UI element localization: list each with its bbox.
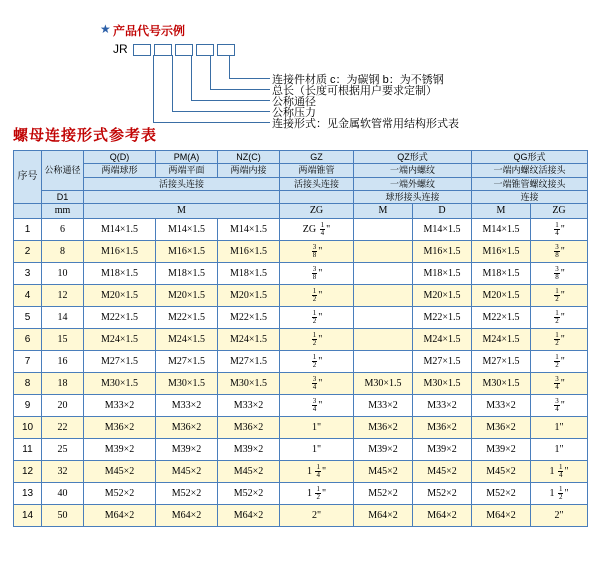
cell-idx: 7 bbox=[14, 350, 42, 372]
cell-nz: M45×2 bbox=[218, 460, 280, 482]
cell-q: M18×1.5 bbox=[84, 262, 156, 284]
cell-qg-zg: $\frac{3}{8}$ " bbox=[531, 262, 588, 284]
header-unit-m: M bbox=[84, 204, 280, 219]
cell-gz: $\frac{3}{4}$ " bbox=[280, 372, 354, 394]
header-blank-gz bbox=[280, 191, 354, 204]
cell-qz-d: M30×1.5 bbox=[413, 372, 472, 394]
cell-q: M64×2 bbox=[84, 504, 156, 526]
cell-qg-zg: $\frac{3}{8}$ " bbox=[531, 240, 588, 262]
cell-dn: 16 bbox=[42, 350, 84, 372]
cell-q: M14×1.5 bbox=[84, 218, 156, 240]
cell-qg-m: M20×1.5 bbox=[472, 284, 531, 306]
cell-idx: 1 bbox=[14, 218, 42, 240]
table-row bbox=[14, 460, 588, 482]
header-row-codes bbox=[14, 151, 588, 164]
header-row-units bbox=[14, 204, 588, 219]
cell-pm: M33×2 bbox=[156, 394, 218, 416]
cell-qz-m bbox=[354, 218, 413, 240]
table-row bbox=[14, 328, 588, 350]
cell-gz: $\frac{1}{2}$ " bbox=[280, 284, 354, 306]
cell-qg-zg: 1 $\frac{1}{4}$ " bbox=[531, 460, 588, 482]
cell-q: M30×1.5 bbox=[84, 372, 156, 394]
cell-nz: M36×2 bbox=[218, 416, 280, 438]
table-row bbox=[14, 438, 588, 460]
header-row-connection bbox=[14, 177, 588, 190]
cell-pm: M14×1.5 bbox=[156, 218, 218, 240]
table-row bbox=[14, 394, 588, 416]
table-row bbox=[14, 306, 588, 328]
cell-qz-d: M27×1.5 bbox=[413, 350, 472, 372]
cell-qg-m: M45×2 bbox=[472, 460, 531, 482]
header-qz-ball: 球形接头连接 bbox=[354, 191, 472, 204]
cell-qz-d: M20×1.5 bbox=[413, 284, 472, 306]
cell-dn: 22 bbox=[42, 416, 84, 438]
header-index: 序号 bbox=[14, 151, 42, 204]
header-group-qg: QG形式 bbox=[472, 151, 588, 164]
cell-dn: 10 bbox=[42, 262, 84, 284]
cell-qg-zg: $\frac{3}{4}$ " bbox=[531, 394, 588, 416]
cell-qg-m: M27×1.5 bbox=[472, 350, 531, 372]
cell-gz: $\frac{3}{8}$ " bbox=[280, 240, 354, 262]
cell-qg-m: M33×2 bbox=[472, 394, 531, 416]
cell-qz-m bbox=[354, 284, 413, 306]
cell-gz: $\frac{3}{4}$ " bbox=[280, 394, 354, 416]
cell-pm: M45×2 bbox=[156, 460, 218, 482]
cell-idx: 10 bbox=[14, 416, 42, 438]
cell-dn: 8 bbox=[42, 240, 84, 262]
cell-q: M27×1.5 bbox=[84, 350, 156, 372]
cell-nz: M52×2 bbox=[218, 482, 280, 504]
cell-pm: M16×1.5 bbox=[156, 240, 218, 262]
header-conn-qg: 一端锥管螺纹接头 bbox=[472, 177, 588, 190]
page-title: 螺母连接形式参考表 bbox=[13, 127, 158, 144]
header-group-nz: NZ(C) bbox=[218, 151, 280, 164]
table-header bbox=[14, 151, 588, 219]
cell-idx: 9 bbox=[14, 394, 42, 416]
cell-gz: 1 $\frac{1}{4}$ " bbox=[280, 460, 354, 482]
cell-dn: 20 bbox=[42, 394, 84, 416]
cell-q: M22×1.5 bbox=[84, 306, 156, 328]
cell-idx: 12 bbox=[14, 460, 42, 482]
cell-qg-m: M14×1.5 bbox=[472, 218, 531, 240]
cell-qg-zg: $\frac{1}{4}$ " bbox=[531, 218, 588, 240]
cell-qg-zg: $\frac{1}{2}$ " bbox=[531, 306, 588, 328]
cell-qg-zg: 1 $\frac{1}{2}$ " bbox=[531, 482, 588, 504]
header-dn: 公称通径 bbox=[42, 151, 84, 191]
cell-dn: 6 bbox=[42, 218, 84, 240]
header-group-gz: GZ bbox=[280, 151, 354, 164]
leader-line bbox=[153, 55, 270, 123]
header-conn-gz: 活接头连接 bbox=[280, 177, 354, 190]
cell-idx: 14 bbox=[14, 504, 42, 526]
cell-idx: 4 bbox=[14, 284, 42, 306]
cell-q: M45×2 bbox=[84, 460, 156, 482]
cell-q: M39×2 bbox=[84, 438, 156, 460]
cell-qz-m: M39×2 bbox=[354, 438, 413, 460]
cell-qg-zg: $\frac{1}{2}$ " bbox=[531, 350, 588, 372]
cell-dn: 32 bbox=[42, 460, 84, 482]
cell-qz-m: M30×1.5 bbox=[354, 372, 413, 394]
cell-qz-m bbox=[354, 240, 413, 262]
table-row bbox=[14, 240, 588, 262]
table-row bbox=[14, 416, 588, 438]
cell-nz: M18×1.5 bbox=[218, 262, 280, 284]
header-unit-qg-m: M bbox=[472, 204, 531, 219]
cell-qz-d: M33×2 bbox=[413, 394, 472, 416]
cell-qg-zg: 2" bbox=[531, 504, 588, 526]
header-group-q: Q(D) bbox=[84, 151, 156, 164]
legend-title: 产品代号示例 bbox=[113, 24, 186, 38]
cell-gz: 1" bbox=[280, 438, 354, 460]
code-box bbox=[133, 44, 151, 56]
cell-qz-d: M45×2 bbox=[413, 460, 472, 482]
cell-pm: M27×1.5 bbox=[156, 350, 218, 372]
cell-nz: M27×1.5 bbox=[218, 350, 280, 372]
cell-pm: M22×1.5 bbox=[156, 306, 218, 328]
header-qg-conn: 连接 bbox=[472, 191, 588, 204]
header-unit-qz-d: D bbox=[413, 204, 472, 219]
cell-qz-m bbox=[354, 328, 413, 350]
cell-pm: M24×1.5 bbox=[156, 328, 218, 350]
cell-qz-m bbox=[354, 350, 413, 372]
cell-nz: M20×1.5 bbox=[218, 284, 280, 306]
legend-item-material: 连接件材质 c：为碳钢 b：为不锈钢 bbox=[272, 74, 444, 86]
cell-idx: 13 bbox=[14, 482, 42, 504]
cell-nz: M64×2 bbox=[218, 504, 280, 526]
nut-connection-table bbox=[13, 150, 588, 527]
header-unit-mm: mm bbox=[42, 204, 84, 219]
cell-nz: M24×1.5 bbox=[218, 328, 280, 350]
table-row bbox=[14, 218, 588, 240]
cell-pm: M39×2 bbox=[156, 438, 218, 460]
cell-qz-d: M18×1.5 bbox=[413, 262, 472, 284]
header-unit-zg: ZG bbox=[280, 204, 354, 219]
cell-idx: 8 bbox=[14, 372, 42, 394]
cell-qz-m: M45×2 bbox=[354, 460, 413, 482]
cell-qg-m: M36×2 bbox=[472, 416, 531, 438]
header-row-desc bbox=[14, 164, 588, 177]
cell-q: M20×1.5 bbox=[84, 284, 156, 306]
cell-qg-zg: 1" bbox=[531, 416, 588, 438]
cell-dn: 50 bbox=[42, 504, 84, 526]
header-unit-qg-zg: ZG bbox=[531, 204, 588, 219]
cell-idx: 2 bbox=[14, 240, 42, 262]
cell-qz-d: M39×2 bbox=[413, 438, 472, 460]
star-icon: ★ bbox=[100, 22, 111, 36]
header-conn-left: 活接头连接 bbox=[84, 177, 280, 190]
table-body bbox=[14, 218, 588, 526]
cell-q: M52×2 bbox=[84, 482, 156, 504]
cell-q: M33×2 bbox=[84, 394, 156, 416]
cell-pm: M36×2 bbox=[156, 416, 218, 438]
cell-dn: 15 bbox=[42, 328, 84, 350]
cell-nz: M22×1.5 bbox=[218, 306, 280, 328]
cell-idx: 11 bbox=[14, 438, 42, 460]
cell-idx: 5 bbox=[14, 306, 42, 328]
table-row bbox=[14, 372, 588, 394]
cell-qg-m: M30×1.5 bbox=[472, 372, 531, 394]
table-row bbox=[14, 284, 588, 306]
header-desc-q: 两端球形 bbox=[84, 164, 156, 177]
cell-pm: M18×1.5 bbox=[156, 262, 218, 284]
cell-qg-zg: $\frac{1}{2}$ " bbox=[531, 328, 588, 350]
cell-dn: 25 bbox=[42, 438, 84, 460]
cell-q: M36×2 bbox=[84, 416, 156, 438]
table-row bbox=[14, 262, 588, 284]
header-d1: D1 bbox=[42, 191, 84, 204]
legend-item-dn: 公称通径 bbox=[272, 96, 316, 108]
cell-qz-m: M36×2 bbox=[354, 416, 413, 438]
cell-qg-m: M64×2 bbox=[472, 504, 531, 526]
legend-item-pn: 公称压力 bbox=[272, 107, 316, 119]
legend-jr-label: JR bbox=[113, 42, 128, 56]
cell-qz-d: M14×1.5 bbox=[413, 218, 472, 240]
cell-dn: 40 bbox=[42, 482, 84, 504]
cell-qg-m: M22×1.5 bbox=[472, 306, 531, 328]
cell-qz-d: M64×2 bbox=[413, 504, 472, 526]
cell-q: M16×1.5 bbox=[84, 240, 156, 262]
header-row-d1 bbox=[14, 191, 588, 204]
header-unit-index bbox=[14, 204, 42, 219]
header-unit-qz-m: M bbox=[354, 204, 413, 219]
cell-qz-m: M33×2 bbox=[354, 394, 413, 416]
cell-gz: ZG $\frac{1}{4}$ " bbox=[280, 218, 354, 240]
cell-qg-zg: 1" bbox=[531, 438, 588, 460]
cell-gz: 1" bbox=[280, 416, 354, 438]
header-desc-pm: 两端平面 bbox=[156, 164, 218, 177]
cell-qz-d: M22×1.5 bbox=[413, 306, 472, 328]
cell-nz: M39×2 bbox=[218, 438, 280, 460]
cell-pm: M30×1.5 bbox=[156, 372, 218, 394]
cell-qz-d: M36×2 bbox=[413, 416, 472, 438]
header-group-pm: PM(A) bbox=[156, 151, 218, 164]
cell-dn: 12 bbox=[42, 284, 84, 306]
cell-gz: $\frac{3}{8}$ " bbox=[280, 262, 354, 284]
header-group-qz: QZ形式 bbox=[354, 151, 472, 164]
cell-nz: M33×2 bbox=[218, 394, 280, 416]
cell-q: M24×1.5 bbox=[84, 328, 156, 350]
cell-qz-m: M52×2 bbox=[354, 482, 413, 504]
cell-qg-m: M52×2 bbox=[472, 482, 531, 504]
product-code-legend bbox=[0, 0, 600, 130]
cell-qz-m bbox=[354, 262, 413, 284]
cell-gz: $\frac{1}{2}$ " bbox=[280, 350, 354, 372]
cell-pm: M52×2 bbox=[156, 482, 218, 504]
cell-qz-m bbox=[354, 306, 413, 328]
table-row bbox=[14, 482, 588, 504]
header-desc-qg: 一端内螺纹活接头 bbox=[472, 164, 588, 177]
table-row bbox=[14, 504, 588, 526]
header-conn-qz: 一端外螺纹 bbox=[354, 177, 472, 190]
cell-gz: 2" bbox=[280, 504, 354, 526]
legend-item-connection: 连接形式：见金属软管常用结构形式表 bbox=[272, 118, 459, 130]
cell-pm: M64×2 bbox=[156, 504, 218, 526]
cell-qg-m: M39×2 bbox=[472, 438, 531, 460]
cell-nz: M16×1.5 bbox=[218, 240, 280, 262]
cell-nz: M30×1.5 bbox=[218, 372, 280, 394]
header-desc-nz: 两端内接 bbox=[218, 164, 280, 177]
cell-gz: 1 $\frac{1}{2}$ " bbox=[280, 482, 354, 504]
cell-qz-d: M16×1.5 bbox=[413, 240, 472, 262]
cell-qz-d: M24×1.5 bbox=[413, 328, 472, 350]
cell-idx: 3 bbox=[14, 262, 42, 284]
cell-gz: $\frac{1}{2}$ " bbox=[280, 306, 354, 328]
cell-dn: 18 bbox=[42, 372, 84, 394]
table-row bbox=[14, 350, 588, 372]
cell-qz-m: M64×2 bbox=[354, 504, 413, 526]
cell-idx: 6 bbox=[14, 328, 42, 350]
legend-item-length: 总长（长度可根据用户要求定制） bbox=[272, 85, 437, 97]
header-desc-qz: 一端内螺纹 bbox=[354, 164, 472, 177]
cell-dn: 14 bbox=[42, 306, 84, 328]
cell-qg-m: M18×1.5 bbox=[472, 262, 531, 284]
cell-qg-m: M16×1.5 bbox=[472, 240, 531, 262]
cell-gz: $\frac{1}{2}$ " bbox=[280, 328, 354, 350]
cell-qg-zg: $\frac{1}{2}$ " bbox=[531, 284, 588, 306]
cell-pm: M20×1.5 bbox=[156, 284, 218, 306]
header-blank bbox=[84, 191, 280, 204]
cell-qg-zg: $\frac{3}{4}$ " bbox=[531, 372, 588, 394]
cell-qz-d: M52×2 bbox=[413, 482, 472, 504]
cell-nz: M14×1.5 bbox=[218, 218, 280, 240]
cell-qg-m: M24×1.5 bbox=[472, 328, 531, 350]
header-desc-gz: 两端锥管 bbox=[280, 164, 354, 177]
